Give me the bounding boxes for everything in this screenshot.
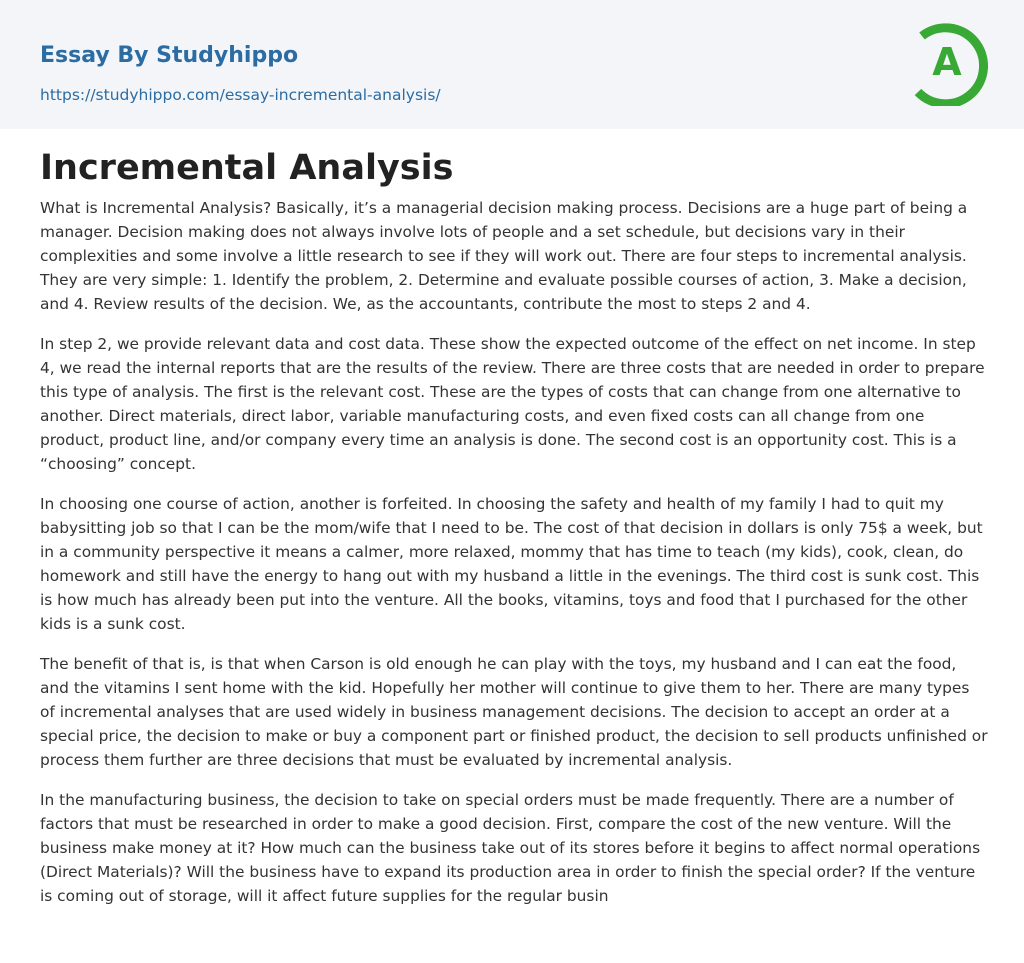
brand-title[interactable]: Essay By Studyhippo: [40, 43, 299, 68]
paragraph: In choosing one course of action, another is forfeited. In choosing the safety and health of my family I had to quit my babysitting job so that I can be the mom/wife that I need to be. The cost of that decision in dollars is only 75$ a week, but in a community perspective it means a calmer, more relaxed, mommy that has time to teach (my kids), cook, clean, do homework and still have the energy to hang out with my husband a little in the evenings. The third cost is sunk cost. This is how much has already been put into the venture. All the books, vitamins, toys and food that I purchased for the other kids is a sunk cost.: [40, 495, 983, 633]
page-title: Incremental Analysis: [40, 148, 454, 188]
paragraph: In step 2, we provide relevant data and cost data. These show the expected outcome of the effect on net income. In step 4, we read the internal reports that are the results of the review. There are three costs that are needed in order to prepare this type of analysis. The first is the relevant cost. These are the types of costs that can change from one alternative to another. Direct materials, direct labor, variable manufacturing costs, and even fixed costs can all change from one product, product line, and/or company every time an analysis is done. The second cost is an opportunity cost. This is a “choosing” concept.: [40, 335, 985, 473]
article-body: [40, 144, 988, 924]
site-header: [0, 0, 1024, 129]
circle-a-logo-icon[interactable]: [904, 18, 988, 106]
logo-letter: A: [932, 40, 962, 84]
paragraph: What is Incremental Analysis? Basically, it’s a managerial decision making process. Decisions are a huge part of being a manager. Decision making does not always involve lots of people and a set schedule, but decisions vary in their complexities and some involve a little research to see if they will work out. There are four steps to incremental analysis. They are very simple: 1. Identify the problem, 2. Determine and evaluate possible courses of action, 3. Make a decision, and 4. Review results of the decision. We, as the accountants, contribute the most to steps 2 and 4.: [40, 199, 968, 313]
source-url-link[interactable]: https://studyhippo.com/essay-incremental-analysis/: [40, 86, 441, 104]
paragraph: In the manufacturing business, the decision to take on special orders must be made frequently. There are a number of factors that must be researched in order to make a good decision. First, compare the cost of the new venture. Will the business make money at it? How much can the business take out of its stores before it begins to affect normal operations (Direct Materials)? Will the business have to expand its production area in order to finish the special order? If the venture is coming out of storage, will it affect future supplies for the regular busin: [40, 791, 981, 905]
paragraph: The benefit of that is, is that when Carson is old enough he can play with the toys, my husband and I can eat the food, and the vitamins I sent home with the kid. Hopefully her mother will continue to give them to her. There are many types of incremental analyses that are used widely in business management decisions. The decision to accept an order at a special price, the decision to make or buy a component part or finished product, the decision to sell products unfinished or process them further are three decisions that must be evaluated by incremental analysis.: [40, 655, 988, 769]
